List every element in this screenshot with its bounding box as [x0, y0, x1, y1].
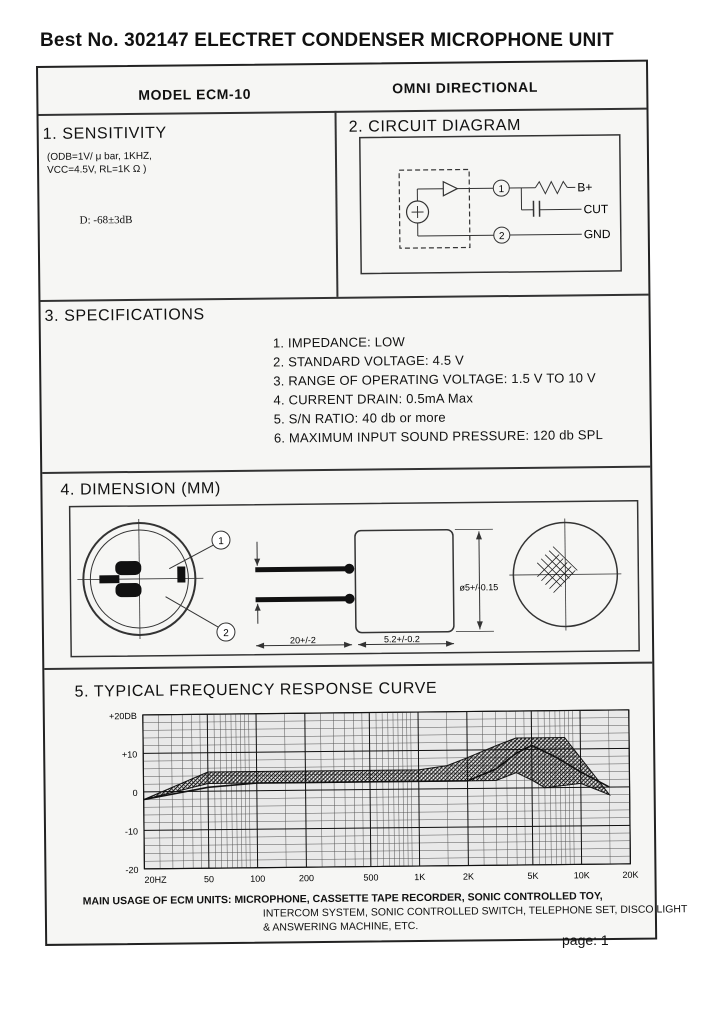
y-tick-label: +20DB [108, 710, 137, 722]
spec-item: 1. IMPEDANCE: LOW [272, 334, 405, 351]
divider [40, 294, 648, 302]
lead-length-label: 20+/-2 [289, 635, 316, 646]
frequency-heading: 5. TYPICAL FREQUENCY RESPONSE CURVE [74, 679, 438, 701]
y-tick-label: -10 [124, 826, 139, 837]
frequency-response-chart [85, 702, 647, 894]
b-plus-label: B+ [577, 180, 593, 195]
usage-line-1: MAIN USAGE OF ECM UNITS: MICROPHONE, CASSETTE TAPE RECORDER, SONIC CONTROLLED TOY, [82, 890, 603, 908]
document-title: Best No. 302147 ELECTRET CONDENSER MICROPHONE UNIT [40, 30, 614, 51]
lead-wire [255, 569, 349, 570]
spec-item: 3. RANGE OF OPERATING VOLTAGE: 1.5 V TO 10 V [273, 370, 596, 389]
fet-symbol [443, 182, 457, 196]
specifications-heading: 3. SPECIFICATIONS [44, 306, 205, 325]
x-tick-label: 50 [203, 874, 215, 885]
sensitivity-conditions-2: VCC=4.5V, RL=1K Ω ) [47, 163, 147, 176]
dimension-heading: 4. DIMENSION (MM) [60, 480, 221, 499]
divider [42, 466, 650, 474]
spec-item: 5. S/N RATIO: 40 db or more [273, 409, 446, 427]
callout-1-label: 1 [218, 536, 224, 548]
datasheet-frame [36, 60, 688, 946]
cut-label: CUT [583, 202, 609, 217]
divider [39, 108, 647, 116]
x-tick-label: 10K [573, 870, 590, 881]
usage-line-3: & ANSWERING MACHINE, ETC. [262, 920, 419, 934]
x-tick-label: 1K [414, 871, 426, 883]
x-tick-label: 500 [363, 872, 379, 883]
pin-2-label: 2 [498, 231, 505, 243]
sensitivity-conditions-1: (ODB=1V/ μ bar, 1KHZ, [46, 150, 152, 163]
divider [44, 662, 652, 670]
x-tick-label: 20K [622, 869, 639, 880]
gnd-label: GND [583, 226, 611, 242]
spec-item: 4. CURRENT DRAIN: 0.5mA Max [273, 390, 474, 408]
sensitivity-heading: 1. SENSITIVITY [42, 124, 167, 143]
circuit-diagram [359, 134, 622, 275]
y-tick-label: -20 [125, 864, 139, 876]
x-tick-label: 20HZ [144, 874, 167, 885]
callout-2-label: 2 [223, 628, 229, 640]
spec-item: 6. MAXIMUM INPUT SOUND PRESSURE: 120 db SPL [273, 427, 604, 446]
pin-1-label: 1 [498, 184, 505, 196]
load-resistor [535, 181, 567, 193]
spec-item: 2. STANDARD VOLTAGE: 4.5 V [273, 352, 465, 370]
usage-line-2: INTERCOM SYSTEM, SONIC CONTROLLED SWITCH, TELEPHONE SET, DISCO LIGHT [262, 903, 688, 920]
terminal-pad [115, 561, 141, 575]
model-label: MODEL ECM-10 [138, 85, 252, 103]
diameter-label: ø5+/-0.15 [459, 582, 499, 593]
circuit-heading: 2. CIRCUIT DIAGRAM [348, 116, 522, 136]
y-tick-label: +10 [121, 749, 138, 760]
body-length-label: 5.2+/-0.2 [383, 634, 420, 645]
dimension-drawing [69, 500, 641, 658]
y-tick-label: 0 [132, 787, 138, 799]
x-tick-label: 2K [462, 871, 475, 882]
capsule-side-view [355, 530, 454, 633]
sensitivity-value: D: -68±3dB [79, 213, 133, 227]
mesh-pattern [537, 546, 577, 592]
directivity-label: OMNI DIRECTIONAL [392, 78, 539, 97]
x-tick-label: 100 [250, 873, 266, 884]
page-number: page: 1 [562, 932, 609, 948]
x-tick-label: 200 [298, 873, 315, 884]
x-tick-label: 5K [527, 870, 539, 881]
divider [334, 111, 338, 297]
